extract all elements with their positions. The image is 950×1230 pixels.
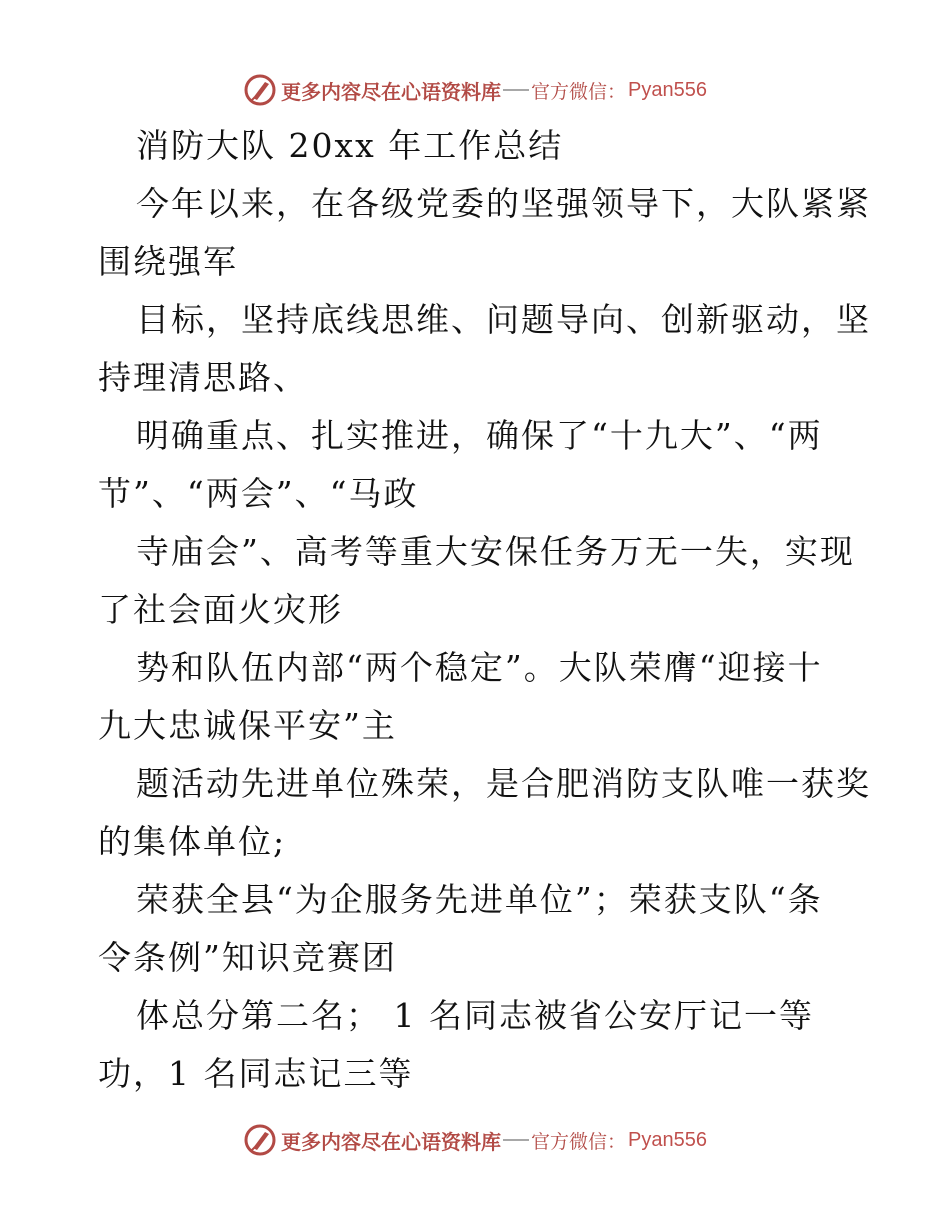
- paragraph-line: 势和队伍内部“两个稳定”。大队荣膺“迎接十: [136, 648, 823, 687]
- watermark-tagline: 更多内容尽在心语资料库: [281, 1129, 501, 1154]
- document-body: [98, 117, 871, 1103]
- paragraph-line: 了社会面火灾形: [98, 590, 343, 629]
- paragraph-line: 令条例”知识竞赛团: [98, 938, 397, 977]
- footer-watermark-banner: [0, 1120, 950, 1160]
- paragraph-line: 持理清思路、: [98, 358, 308, 397]
- watermark-dash: [503, 1139, 529, 1141]
- watermark-wechat-id: Pyan556: [628, 1128, 707, 1151]
- quill-logo-icon: [243, 73, 277, 107]
- paragraph-line: 围绕强军: [98, 242, 238, 281]
- document-title: 消防大队 20xx 年工作总结: [136, 126, 564, 165]
- watermark-wechat-label: 官方微信：: [531, 80, 627, 103]
- watermark-tagline: 更多内容尽在心语资料库: [281, 79, 501, 104]
- paragraph-line: 功，1 名同志记三等: [98, 1054, 414, 1093]
- paragraph-line: 目标，坚持底线思维、问题导向、创新驱动，坚: [136, 300, 871, 339]
- paragraph-line: 寺庙会”、高考等重大安保任务万无一失，实现: [136, 532, 855, 571]
- paragraph-line: 荣获全县“为企服务先进单位”；荣获支队“条: [136, 880, 823, 919]
- watermark-dash: [503, 89, 529, 91]
- paragraph-line: 的集体单位;: [98, 822, 287, 861]
- paragraph-line: 节”、“两会”、“马政: [98, 474, 419, 513]
- quill-logo-icon: [243, 1123, 277, 1157]
- header-watermark-banner: [0, 70, 950, 110]
- watermark-wechat-label: 官方微信：: [531, 1130, 627, 1153]
- paragraph-line: 题活动先进单位殊荣，是合肥消防支队唯一获奖: [136, 764, 871, 803]
- paragraph-line: 九大忠诚保平安”主: [98, 706, 397, 745]
- watermark-wechat-id: Pyan556: [628, 78, 707, 101]
- paragraph-line: 今年以来，在各级党委的坚强领导下，大队紧紧: [136, 184, 871, 223]
- paragraph-line: 体总分第二名； 1 名同志被省公安厅记一等: [136, 996, 814, 1035]
- paragraph-line: 明确重点、扎实推进，确保了“十九大”、“两: [136, 416, 823, 455]
